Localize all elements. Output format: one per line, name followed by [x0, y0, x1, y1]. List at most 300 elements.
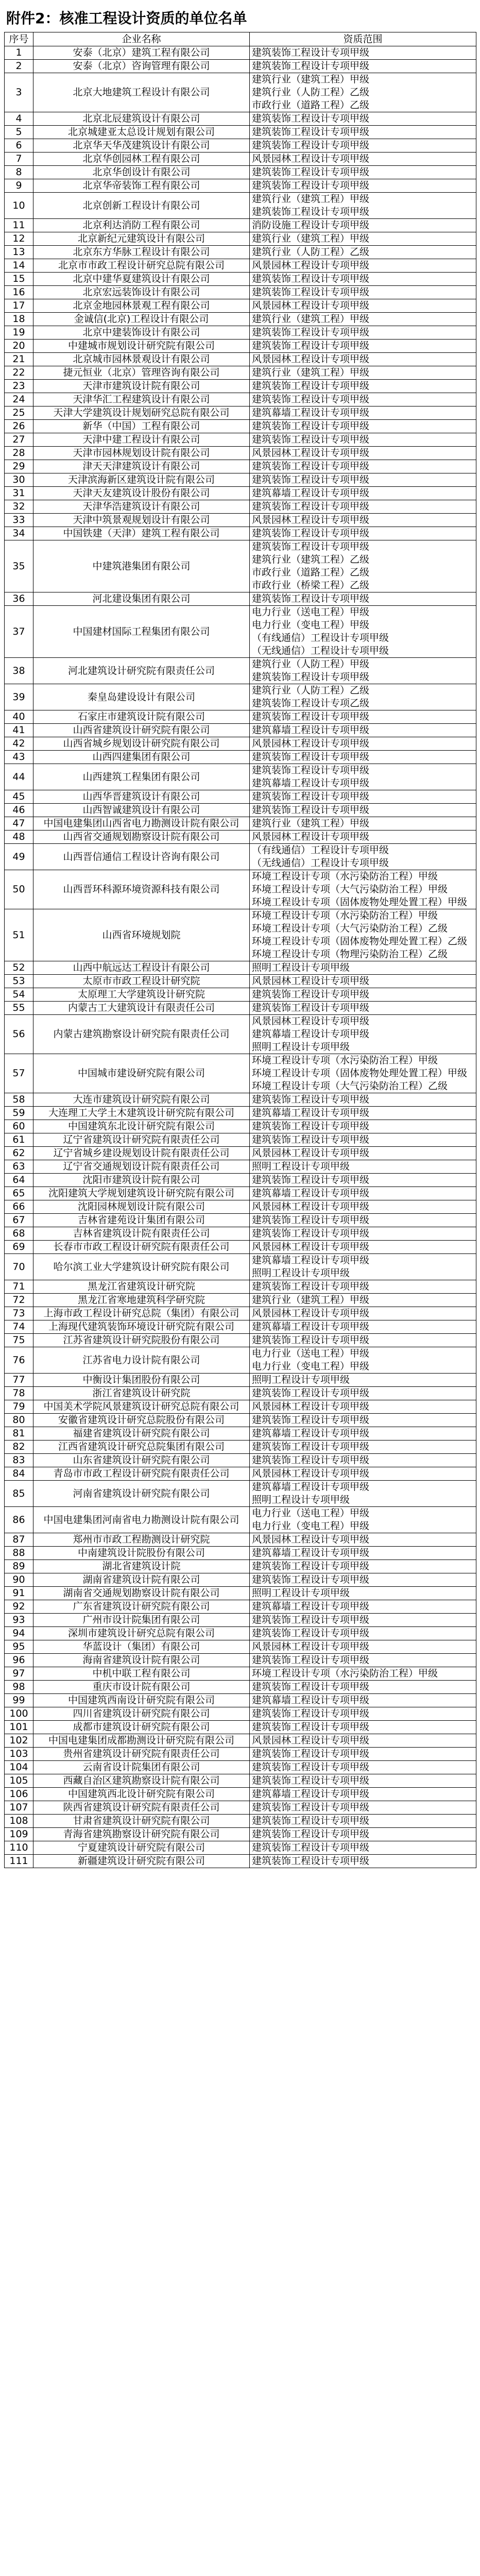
scope-line: 建筑装饰工程设计专项甲级 [252, 1828, 370, 1840]
qualification-scope [250, 540, 476, 592]
table-row [5, 1614, 476, 1627]
table-row [5, 1587, 476, 1600]
scope-line: 建筑装饰工程设计专项甲级 [252, 1002, 370, 1013]
qualification-scope [250, 473, 476, 487]
qualification-scope [250, 112, 476, 126]
row-number: 85 [5, 1481, 33, 1507]
scope-line: 建筑装饰工程设计专项甲级 [252, 1387, 370, 1399]
unit-name: 西藏自治区建筑勘察设计院有限公司 [33, 1774, 250, 1788]
qualification-scope [250, 724, 476, 737]
qualification-scope [250, 1627, 476, 1640]
table-row [5, 1481, 476, 1507]
scope-line: 建筑装饰工程设计专项甲级 [252, 1281, 370, 1292]
table-row [5, 975, 476, 988]
scope-line: 建筑行业（建筑工程）甲级 [252, 1294, 370, 1306]
table-row [5, 1054, 476, 1093]
scope-line: 电力行业（变电工程）甲级 [252, 619, 370, 631]
unit-name: 捷元恒业（北京）管理咨询有限公司 [33, 366, 250, 380]
qualification-scope [250, 1841, 476, 1855]
qualification-scope [250, 340, 476, 353]
table-row [5, 179, 476, 193]
unit-name: 海南省建筑设计院有限公司 [33, 1654, 250, 1667]
scope-line: 环境工程设计专项（大气污染防治工程）乙级 [252, 1080, 448, 1092]
column-header-unit: 企业名称 [33, 32, 250, 46]
table-row [5, 1748, 476, 1761]
table-row [5, 366, 476, 380]
qualification-scope [250, 764, 476, 790]
table-row [5, 219, 476, 232]
table-row [5, 126, 476, 139]
row-number: 14 [5, 259, 33, 273]
table-row [5, 817, 476, 831]
table-row [5, 273, 476, 286]
row-number: 31 [5, 487, 33, 500]
table-row [5, 433, 476, 447]
unit-name: 辽宁省建筑设计研究院有限责任公司 [33, 1133, 250, 1147]
row-number: 60 [5, 1120, 33, 1133]
table-row [5, 1160, 476, 1174]
scope-line: 建筑装饰工程设计专项甲级 [252, 765, 370, 776]
unit-name: 山西华晋建筑设计有限公司 [33, 790, 250, 804]
qualification-scope [250, 366, 476, 380]
row-number: 44 [5, 764, 33, 790]
row-number: 71 [5, 1280, 33, 1294]
row-number: 106 [5, 1788, 33, 1801]
table-row [5, 1667, 476, 1681]
scope-line: 风景园林工程设计专项甲级 [252, 1468, 370, 1479]
scope-line: 风景园林工程设计专项甲级 [252, 738, 370, 749]
row-number: 45 [5, 790, 33, 804]
scope-line: 建筑装饰工程设计专项甲级 [252, 989, 370, 1000]
row-number: 93 [5, 1614, 33, 1627]
scope-line: 建筑幕墙工程设计专项甲级 [252, 724, 370, 736]
row-number: 92 [5, 1600, 33, 1614]
qualification-scope [250, 1694, 476, 1707]
unit-name: 江苏省电力设计院有限公司 [33, 1347, 250, 1374]
scope-line: 建筑行业（建筑工程）甲级 [252, 233, 370, 244]
table-row [5, 326, 476, 340]
unit-name: 河北建筑设计研究院有限责任公司 [33, 658, 250, 684]
table-row [5, 1294, 476, 1307]
scope-line: 建筑幕墙工程设计专项甲级 [252, 1481, 370, 1493]
qualification-scope [250, 1815, 476, 1828]
table-row [5, 73, 476, 112]
unit-name: 辽宁省城乡建设规划设计院有限责任公司 [33, 1147, 250, 1160]
row-number: 3 [5, 73, 33, 112]
scope-line: 环境工程设计专项（固体废物处理处置工程）甲级 [252, 896, 468, 908]
qualification-scope [250, 804, 476, 817]
qualification-scope [250, 259, 476, 273]
scope-line: 建筑行业（建筑工程）甲级 [252, 193, 370, 205]
scope-line: 建筑装饰工程设计专项甲级 [252, 474, 370, 485]
scope-line: 建筑装饰工程设计专项甲级 [252, 1815, 370, 1826]
row-number: 30 [5, 473, 33, 487]
qualification-scope [250, 1748, 476, 1761]
scope-line: 建筑装饰工程设计专项甲级 [252, 126, 370, 138]
table-row [5, 1374, 476, 1387]
unit-name: 北京大地建筑工程设计有限公司 [33, 73, 250, 112]
unit-name: 吉林省建苑设计集团有限公司 [33, 1214, 250, 1227]
scope-line: 建筑行业（建筑工程）乙级 [252, 554, 370, 565]
qualification-scope [250, 514, 476, 527]
row-number: 34 [5, 527, 33, 540]
row-number: 42 [5, 737, 33, 751]
row-number: 64 [5, 1174, 33, 1187]
scope-line: 建筑装饰工程设计专项甲级 [252, 1842, 370, 1853]
qualification-scope [250, 1015, 476, 1054]
table-row [5, 500, 476, 514]
qualification-scope [250, 1133, 476, 1147]
scope-line: 风景园林工程设计专项甲级 [252, 1735, 370, 1746]
scope-line: 建筑装饰工程设计专项甲级 [252, 1721, 370, 1733]
scope-line: 照明工程设计专项甲级 [252, 1374, 350, 1385]
table-row [5, 1707, 476, 1721]
unit-name: 沈阳园林规划设计院有限公司 [33, 1200, 250, 1214]
row-number: 11 [5, 219, 33, 232]
table-row [5, 1015, 476, 1054]
table-row [5, 1547, 476, 1560]
scope-line: 建筑装饰工程设计专项甲级 [252, 180, 370, 191]
table-row [5, 1467, 476, 1481]
table-row [5, 1002, 476, 1015]
row-number: 89 [5, 1560, 33, 1573]
table-row [5, 299, 476, 313]
unit-name: 山西晋环科源环境资源科技有限公司 [33, 870, 250, 909]
qualification-scope [250, 1560, 476, 1573]
unit-name: 湖南省建筑设计院有限公司 [33, 1573, 250, 1587]
qualification-scope [250, 1200, 476, 1214]
unit-name: 贵州省建筑设计研究院有限责任公司 [33, 1748, 250, 1761]
row-number: 17 [5, 299, 33, 313]
qualification-scope [250, 988, 476, 1002]
qualification-scope [250, 909, 476, 961]
table-row [5, 1573, 476, 1587]
unit-name: 山西省交通规划勘察设计院有限公司 [33, 831, 250, 844]
qualification-scope [250, 1761, 476, 1774]
qualification-scope [250, 326, 476, 340]
unit-name: 广东省建筑设计研究院有限公司 [33, 1600, 250, 1614]
unit-name: 中国铁建（天津）建筑工程有限公司 [33, 527, 250, 540]
row-number: 107 [5, 1801, 33, 1815]
row-number: 101 [5, 1721, 33, 1734]
unit-name: 山西省建筑设计研究院有限公司 [33, 724, 250, 737]
table-row [5, 1120, 476, 1133]
qualification-scope [250, 527, 476, 540]
qualification-scope [250, 1467, 476, 1481]
row-number: 19 [5, 326, 33, 340]
qualification-scope [250, 737, 476, 751]
qualification-scope [250, 1681, 476, 1694]
row-number: 68 [5, 1227, 33, 1241]
row-number: 57 [5, 1054, 33, 1093]
unit-name: 中国电建集团成都勘测设计研究院有限公司 [33, 1734, 250, 1748]
qualification-scope [250, 1227, 476, 1241]
table-row [5, 1254, 476, 1280]
unit-name: 中国建筑西南设计研究院有限公司 [33, 1694, 250, 1707]
scope-line: 建筑装饰工程设计专项甲级 [252, 1802, 370, 1813]
scope-line: 建筑装饰工程设计专项甲级 [252, 1654, 370, 1666]
unit-name: 北京金地园林景观工程有限公司 [33, 299, 250, 313]
table-row [5, 1093, 476, 1107]
qualification-scope [250, 751, 476, 764]
scope-line: 建筑幕墙工程设计专项甲级 [252, 1428, 370, 1439]
row-number: 38 [5, 658, 33, 684]
row-number: 73 [5, 1307, 33, 1320]
table-row [5, 1387, 476, 1400]
table-row [5, 751, 476, 764]
scope-line: 建筑装饰工程设计专项甲级 [252, 541, 370, 552]
row-number: 39 [5, 684, 33, 710]
table-row [5, 1400, 476, 1414]
table-row [5, 313, 476, 326]
qualification-scope [250, 1440, 476, 1454]
qualification-scope [250, 1214, 476, 1227]
scope-line: 建筑装饰工程设计专项甲级 [252, 1761, 370, 1773]
unit-name: 太原理工大学建筑设计研究院 [33, 988, 250, 1002]
row-number: 78 [5, 1387, 33, 1400]
unit-name: 河北建设集团有限公司 [33, 592, 250, 606]
qualification-scope [250, 1387, 476, 1400]
table-row [5, 804, 476, 817]
qualification-scope [250, 1120, 476, 1133]
scope-line: 风景园林工程设计专项甲级 [252, 300, 370, 311]
unit-name: 辽宁省交通规划设计院有限责任公司 [33, 1160, 250, 1174]
scope-line: 照明工程设计专项甲级 [252, 1041, 350, 1053]
row-number: 99 [5, 1694, 33, 1707]
qualification-scope [250, 1374, 476, 1387]
unit-name: 甘肃省建筑设计研究院有限公司 [33, 1815, 250, 1828]
row-number: 94 [5, 1627, 33, 1640]
scope-line: 风景园林工程设计专项甲级 [252, 831, 370, 842]
table-row [5, 406, 476, 420]
unit-name: 山西晋信通信工程设计咨询有限公司 [33, 844, 250, 870]
table-row [5, 380, 476, 393]
qualification-scope [250, 1600, 476, 1614]
qualification-table [4, 32, 476, 1868]
unit-name: 山东省建筑设计研究院有限公司 [33, 1454, 250, 1467]
scope-line: 建筑装饰工程设计专项甲级 [252, 394, 370, 405]
table-row [5, 1347, 476, 1374]
document-title: 附件2：核准工程设计资质的单位名单 [6, 10, 247, 27]
unit-name: 沈阳市建筑设计院有限公司 [33, 1174, 250, 1187]
row-number: 82 [5, 1440, 33, 1454]
table-row [5, 790, 476, 804]
table-row [5, 286, 476, 299]
row-number: 63 [5, 1160, 33, 1174]
unit-name: 山西建筑工程集团有限公司 [33, 764, 250, 790]
qualification-scope [250, 286, 476, 299]
table-row [5, 1694, 476, 1707]
row-number: 49 [5, 844, 33, 870]
unit-name: 中机中联工程有限公司 [33, 1667, 250, 1681]
table-row [5, 1640, 476, 1654]
table-row [5, 1533, 476, 1547]
row-number: 40 [5, 710, 33, 724]
unit-name: 金诚信(北京)工程设计有限公司 [33, 313, 250, 326]
unit-name: 新华（中国）工程有限公司 [33, 420, 250, 433]
qualification-scope [250, 219, 476, 232]
unit-name: 中国城市建设研究院有限公司 [33, 1054, 250, 1093]
row-number: 9 [5, 179, 33, 193]
scope-line: 照明工程设计专项甲级 [252, 1267, 350, 1279]
unit-name: 天津天友建筑设计股份有限公司 [33, 487, 250, 500]
scope-line: 建筑装饰工程设计专项甲级 [252, 671, 370, 683]
row-number: 88 [5, 1547, 33, 1560]
table-row [5, 961, 476, 975]
unit-name: 北京利达消防工程有限公司 [33, 219, 250, 232]
table-row [5, 1147, 476, 1160]
table-row [5, 1427, 476, 1440]
scope-line: 建筑幕墙工程设计专项甲级 [252, 777, 370, 789]
scope-line: 风景园林工程设计专项甲级 [252, 514, 370, 526]
table-row [5, 514, 476, 527]
table-row [5, 1841, 476, 1855]
qualification-scope [250, 232, 476, 246]
unit-name: 湖北省建筑设计院 [33, 1560, 250, 1573]
unit-name: 天津中筑景观规划设计有限公司 [33, 514, 250, 527]
unit-name: 中衡设计集团股份有限公司 [33, 1374, 250, 1387]
unit-name: 北京华创园林工程有限公司 [33, 152, 250, 166]
row-number: 108 [5, 1815, 33, 1828]
table-row [5, 353, 476, 366]
scope-line: 电力行业（变电工程）甲级 [252, 1520, 370, 1532]
row-number: 1 [5, 46, 33, 60]
row-number: 23 [5, 380, 33, 393]
scope-line: 建筑装饰工程设计专项甲级 [252, 420, 370, 432]
qualification-scope [250, 46, 476, 60]
qualification-scope [250, 1721, 476, 1734]
table-row [5, 1241, 476, 1254]
unit-name: 吉林省建筑设计院有限责任公司 [33, 1227, 250, 1241]
scope-line: 建筑装饰工程设计专项甲级 [252, 1228, 370, 1239]
unit-name: 山西四建集团有限公司 [33, 751, 250, 764]
unit-name: 江西省建筑设计研究总院集团有限公司 [33, 1440, 250, 1454]
qualification-scope [250, 1280, 476, 1294]
qualification-scope [250, 126, 476, 139]
table-row [5, 1107, 476, 1120]
scope-line: 建筑行业（建筑工程）甲级 [252, 818, 370, 829]
qualification-scope [250, 817, 476, 831]
unit-name: 天津华浩建筑设计有限公司 [33, 500, 250, 514]
scope-line: 建筑装饰工程设计专项甲级 [252, 273, 370, 284]
table-row [5, 909, 476, 961]
row-number: 104 [5, 1761, 33, 1774]
scope-line: 环境工程设计专项（水污染防治工程）甲级 [252, 1055, 438, 1066]
unit-name: 北京中建装饰设计有限公司 [33, 326, 250, 340]
table-row [5, 1307, 476, 1320]
table-row [5, 1187, 476, 1200]
scope-line: 建筑行业（人防工程）乙级 [252, 246, 370, 258]
scope-line: 建筑装饰工程设计专项甲级 [252, 593, 370, 604]
qualification-scope [250, 1427, 476, 1440]
scope-line: 建筑装饰工程设计专项甲级 [252, 1414, 370, 1426]
unit-name: 内蒙古建筑勘察设计研究院有限责任公司 [33, 1015, 250, 1054]
scope-line: （无线通信）工程设计专项甲级 [252, 857, 389, 869]
unit-name: 天津滨海新区建筑设计院有限公司 [33, 473, 250, 487]
scope-line: 建筑装饰工程设计专项甲级 [252, 286, 370, 298]
row-number: 41 [5, 724, 33, 737]
table-row [5, 1280, 476, 1294]
table-row [5, 592, 476, 606]
scope-line: 风景园林工程设计专项甲级 [252, 1308, 370, 1319]
qualification-scope [250, 73, 476, 112]
qualification-scope [250, 380, 476, 393]
table-row [5, 870, 476, 909]
table-row [5, 1761, 476, 1774]
qualification-scope [250, 1320, 476, 1334]
qualification-scope [250, 313, 476, 326]
scope-line: 风景园林工程设计专项甲级 [252, 1641, 370, 1652]
table-row [5, 724, 476, 737]
scope-line: 环境工程设计专项（固体废物处理处置工程）甲级 [252, 1067, 468, 1079]
scope-line: 电力行业（送电工程）甲级 [252, 606, 370, 618]
scope-line: 环境工程设计专项（大气污染防治工程）甲级 [252, 884, 448, 895]
row-number: 70 [5, 1254, 33, 1280]
unit-name: 中建筑港集团有限公司 [33, 540, 250, 592]
scope-line: 建筑装饰工程设计专项甲级 [252, 1574, 370, 1585]
scope-line: 建筑幕墙工程设计专项甲级 [252, 1547, 370, 1558]
row-number: 74 [5, 1320, 33, 1334]
row-number: 103 [5, 1748, 33, 1761]
unit-name: 大连市建筑设计研究院有限公司 [33, 1093, 250, 1107]
scope-line: 电力行业（变电工程）甲级 [252, 1361, 370, 1372]
table-row [5, 606, 476, 658]
unit-name: 广州市设计院集团有限公司 [33, 1614, 250, 1627]
row-number: 53 [5, 975, 33, 988]
unit-name: 大连理工大学土木建筑设计研究院有限公司 [33, 1107, 250, 1120]
scope-line: 建筑装饰工程设计专项甲级 [252, 327, 370, 338]
unit-name: 上海现代建筑装饰环境设计研究院有限公司 [33, 1320, 250, 1334]
row-number: 111 [5, 1855, 33, 1868]
row-number: 13 [5, 246, 33, 259]
table-row [5, 764, 476, 790]
row-number: 95 [5, 1640, 33, 1654]
scope-line: 建筑幕墙工程设计专项甲级 [252, 1255, 370, 1266]
unit-name: 津天天津建筑设计有限公司 [33, 460, 250, 473]
unit-name: 天津市园林规划设计院有限公司 [33, 447, 250, 460]
unit-name: 中建城市规划设计研究院有限公司 [33, 340, 250, 353]
unit-name: 山西中航远达工程设计有限公司 [33, 961, 250, 975]
qualification-scope [250, 1307, 476, 1320]
row-number: 46 [5, 804, 33, 817]
unit-name: 安徽省建筑设计研究总院股份有限公司 [33, 1414, 250, 1427]
table-row [5, 393, 476, 406]
scope-line: 风景园林工程设计专项甲级 [252, 153, 370, 164]
qualification-scope [250, 193, 476, 219]
table-row [5, 232, 476, 246]
row-number: 77 [5, 1374, 33, 1387]
table-row [5, 259, 476, 273]
qualification-scope [250, 1400, 476, 1414]
unit-name: 山西省环境规划院 [33, 909, 250, 961]
scope-line: （有线通信）工程设计专项甲级 [252, 632, 389, 643]
row-number: 59 [5, 1107, 33, 1120]
unit-name: 安泰（北京）咨询管理有限公司 [33, 60, 250, 73]
row-number: 75 [5, 1334, 33, 1347]
qualification-scope [250, 1174, 476, 1187]
table-row [5, 540, 476, 592]
scope-line: 建筑幕墙工程设计专项甲级 [252, 1188, 370, 1199]
table-row [5, 1815, 476, 1828]
unit-name: 中国电建集团山西省电力勘测设计院有限公司 [33, 817, 250, 831]
table-row [5, 152, 476, 166]
row-number: 86 [5, 1507, 33, 1533]
qualification-scope [250, 710, 476, 724]
table-row [5, 1788, 476, 1801]
scope-line: 建筑装饰工程设计专项甲级 [252, 1561, 370, 1572]
row-number: 58 [5, 1093, 33, 1107]
scope-line: 建筑装饰工程设计专项甲级 [252, 1334, 370, 1346]
